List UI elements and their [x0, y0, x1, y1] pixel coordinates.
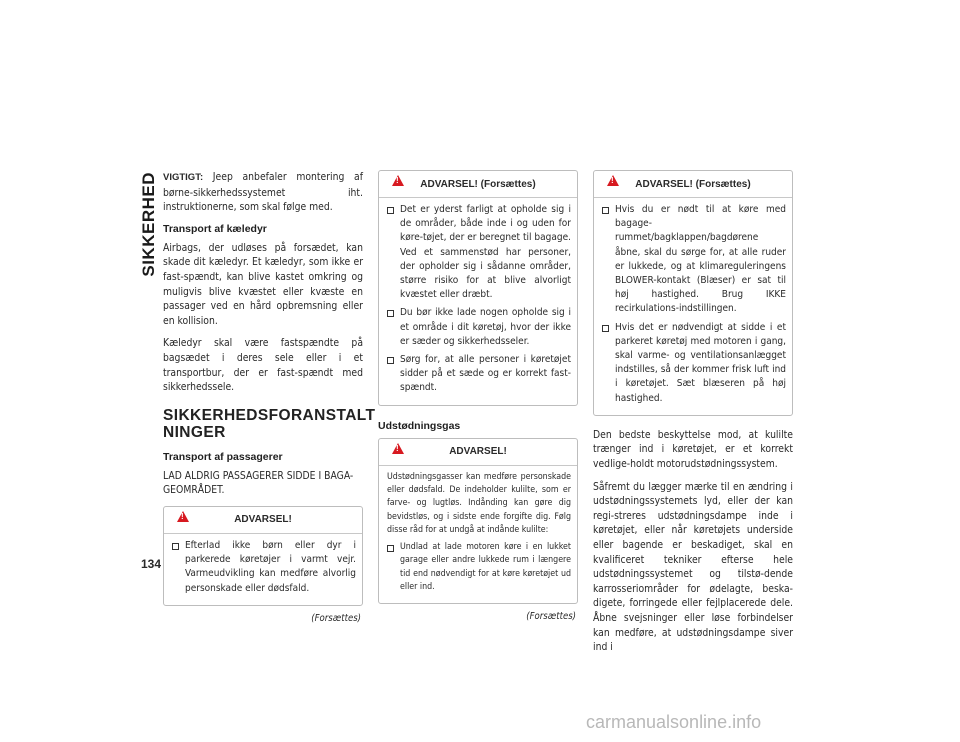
warning-item-text: Undlad at lade motoren køre i en lukket garage eller andre lukkede rum i længere tid end nødvendigt for at køre køretøjet ud eller ind.: [400, 542, 571, 593]
column-3: [593, 170, 793, 663]
warning-text: Udstødningsgasser kan medføre personskade eller dødsfald. De indeholder kulilte, som er farve- og lugtløs. Indånding kan gøre dig bevidstløs, og i sidste ende forgifte dig. Følg disse råd for at undgå at indånde kulilte:: [387, 471, 571, 535]
warning-item-text: Det er yderst farligt at opholde sig i de områder, både inde i og uden for køre-tøjet, der er beregnet til bagage. Ved et sammenstød har personer, der opholder sig i sådanne områder, større risiko for at blive alvorligt kvæstet eller dræbt.: [400, 204, 571, 301]
column-1: [163, 170, 376, 626]
bullet-box-icon: [387, 207, 394, 214]
warning-item-text: Sørg for, at alle personer i køretøjet sidder på et sæde og er korrekt fast-spændt.: [400, 354, 571, 394]
warning-header: [594, 171, 792, 198]
passengers-heading: Transport af passagerer: [163, 450, 283, 463]
warning-box-continued: [378, 170, 578, 406]
bullet-box-icon: [387, 310, 394, 317]
body-paragraph-1: Den bedste beskyttelse mod, at kulilte trænger ind i køretøjet, er et korrekt vedlige-holdt motorudstødningssystem.: [593, 428, 793, 471]
safety-heading: SIKKERHEDSFORANSTALT NINGER: [163, 406, 376, 441]
warning-item: [387, 353, 571, 396]
warning-item: [172, 539, 356, 596]
warning-icon: [392, 443, 404, 454]
warning-body: [164, 534, 362, 605]
pets-paragraph-2: Kæledyr skal være fastspændte på bagsædet i deres sele eller i et transportbur, der er fast-spændt med sikkerhedssele.: [163, 337, 363, 394]
warning-header: [164, 507, 362, 534]
section-tab: [138, 172, 160, 322]
body-paragraph-2: Såfremt du lægger mærke til en ændring i udstødningssystemets lyd, eller der kan regi-streres udstødningsdampe inde i køretøjet, eller når køretøjets underside eller bagende er beskadiget, skal en kvalificeret tekniker efterse hele udstødningssystemet og tilstø-dende karrosseriområder for ødelagte, beska-digete, forringede eller fejlplacerede dele. Åbne svejsninger eller løse forbindelser kan medføre, at udstødningsdampe siver ind i: [593, 480, 793, 654]
bullet-box-icon: [387, 357, 394, 364]
warning-item-text: Hvis du er nødt til at køre med bagage-rummet/bagklappen/bagdørene åbne, skal du sørge for, at alle ruder er lukkede, og at klimareguleringens BLOWER-kontakt (Blæser) er sat til høj hastighed. Brug IKKE recirkulations-indstillingen.: [615, 204, 786, 315]
warning-item: [602, 203, 786, 317]
continued-label: (Forsættes): [526, 611, 576, 623]
page-number: 134: [141, 557, 162, 571]
pets-paragraph-1: Airbags, der udløses på forsædet, kan skade dit kæledyr. Et kæledyr, som ikke er fast-spændt, kan blive kastet omkring og muligvis blive kvæstet eller kvæste en passager ved en hård opbremsning eller en kollision.: [163, 241, 363, 327]
bullet-box-icon: [602, 207, 609, 214]
section-tab-label: SIKKERHED: [139, 172, 158, 277]
warning-header: [379, 171, 577, 198]
warning-item-text: Du bør ikke lade nogen opholde sig i et område i dit køretøj, hvor der ikke er sæder og sikkerhedsseler.: [400, 307, 571, 347]
exhaust-heading: Udstødningsgas: [378, 419, 461, 432]
bullet-box-icon: [387, 545, 394, 552]
bullet-box-icon: [602, 325, 609, 332]
continued-label: (Forsættes): [311, 612, 361, 624]
watermark: carmanualsonline.info: [586, 712, 762, 732]
warning-body: [379, 198, 577, 405]
warning-icon: [177, 511, 189, 522]
important-text: Jeep anbefaler montering af børne-sikkerhedssystemet iht. instruktionerne, som skal følge med.: [163, 171, 363, 214]
column-2: [378, 170, 578, 625]
warning-item: [602, 321, 786, 406]
important-note: [163, 170, 363, 215]
bullet-box-icon: [172, 543, 179, 550]
warning-title: ADVARSEL! (Forsættes): [420, 178, 536, 190]
warning-box-continued: [593, 170, 793, 416]
warning-box: [163, 506, 363, 606]
warning-item: [387, 203, 571, 302]
warning-title: ADVARSEL! (Forsættes): [635, 178, 751, 190]
warning-title: ADVARSEL!: [449, 446, 507, 458]
warning-title: ADVARSEL!: [234, 514, 292, 526]
warning-box: [378, 438, 578, 605]
passengers-text: LAD ALDRIG PASSAGERER SIDDE I BAGA-GEOMRÅDET.: [163, 469, 354, 497]
warning-item-text: Efterlad ikke børn eller dyr i parkerede køretøjer i varmt vejr. Varmeudvikling kan medføre alvorlig personskade eller dødsfald.: [185, 539, 356, 594]
warning-icon: [392, 175, 404, 186]
warning-body: [379, 466, 577, 604]
warning-icon: [607, 175, 619, 186]
warning-item: [387, 541, 571, 594]
warning-header: [379, 439, 577, 466]
warning-item: [387, 306, 571, 349]
pets-heading: Transport af kæledyr: [163, 222, 267, 235]
warning-item-text: Hvis det er nødvendigt at sidde i et parkeret køretøj med motoren i gang, skal varme- og ventilationsanlægget indstilles, så der kommer frisk luft ind i køretøjet. Sæt blæseren på høj hastighed.: [615, 321, 786, 404]
warning-body: [594, 198, 792, 415]
important-label: VIGTIGT:: [163, 172, 204, 183]
